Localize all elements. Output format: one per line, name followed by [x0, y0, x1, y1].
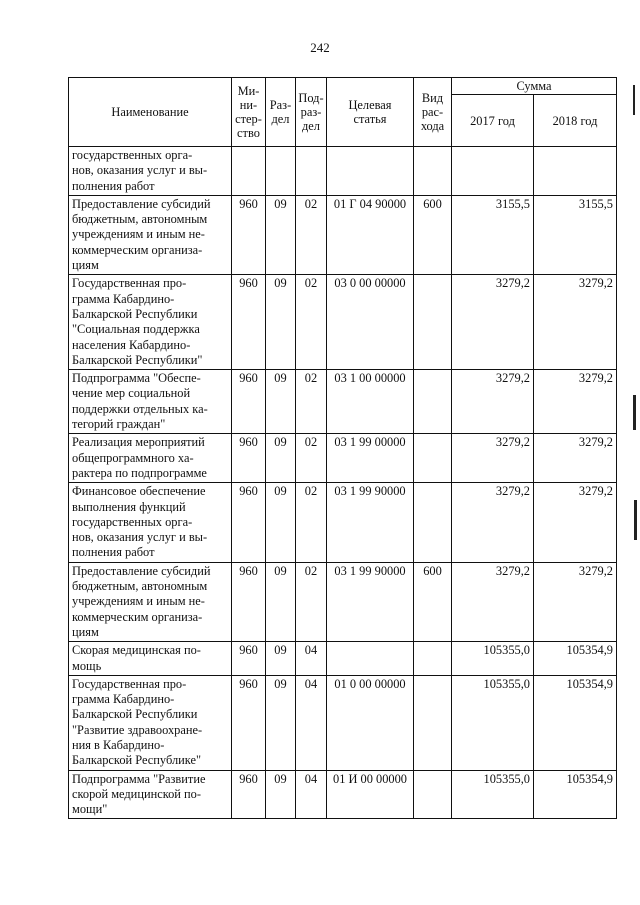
- cell-name: Подпрограмма "Обеспе- чение мер социальной поддержки отдельных ка- тегорий граждан": [69, 370, 232, 434]
- cell-section: 09: [266, 642, 296, 676]
- cell-sum-2017: 3279,2: [452, 370, 534, 434]
- table-row: [69, 675, 617, 770]
- table-row: [69, 642, 617, 676]
- page-number: 242: [310, 40, 330, 55]
- cell-name: Государственная про- грамма Кабардино- Балкарской Республики "Социальная поддержка населения Кабардино- Балкарской Республики": [69, 275, 232, 370]
- cell-sum-2018: 105354,9: [534, 770, 617, 819]
- cell-section: 09: [266, 370, 296, 434]
- cell-expense-type: [414, 434, 452, 483]
- cell-ministry: 960: [232, 562, 266, 641]
- cell-ministry: 960: [232, 434, 266, 483]
- cell-section: 09: [266, 770, 296, 819]
- cell-expense-type: [414, 675, 452, 770]
- table-row: [69, 370, 617, 434]
- cell-target: [327, 642, 414, 676]
- table-row: [69, 147, 617, 196]
- cell-section: 09: [266, 195, 296, 274]
- cell-section: 09: [266, 275, 296, 370]
- cell-expense-type: [414, 483, 452, 562]
- cell-sum-2018: 3279,2: [534, 434, 617, 483]
- cell-name: Подпрограмма "Развитие скорой медицинской по- мощи": [69, 770, 232, 819]
- budget-table: [68, 77, 617, 819]
- cell-target: 03 1 99 90000: [327, 562, 414, 641]
- header-year-2017: 2017 год: [452, 95, 534, 147]
- cell-subsection: 02: [296, 483, 327, 562]
- cell-expense-type: [414, 370, 452, 434]
- cell-sum-2017: 3155,5: [452, 195, 534, 274]
- cell-subsection: 04: [296, 675, 327, 770]
- cell-sum-2018: 3279,2: [534, 562, 617, 641]
- cell-subsection: 04: [296, 642, 327, 676]
- cell-name: Предоставление субсидий бюджетным, автономным учреждениям и иным не- коммерческим организа- циям: [69, 562, 232, 641]
- header-target: Целевая статья: [327, 78, 414, 147]
- header-name: Наименование: [69, 78, 232, 147]
- cell-ministry: 960: [232, 770, 266, 819]
- cell-expense-type: [414, 147, 452, 196]
- cell-section: 09: [266, 483, 296, 562]
- cell-target: 03 1 99 00000: [327, 434, 414, 483]
- table-row: [69, 195, 617, 274]
- table-body: [69, 147, 617, 819]
- cell-expense-type: [414, 642, 452, 676]
- cell-name: Государственная про- грамма Кабардино- Балкарской Республики "Развитие здравоохране- ния в Кабардино- Балкарской Республике": [69, 675, 232, 770]
- scan-mark: [633, 395, 636, 430]
- cell-target: 01 0 00 00000: [327, 675, 414, 770]
- cell-ministry: 960: [232, 483, 266, 562]
- cell-subsection: 02: [296, 562, 327, 641]
- cell-sum-2017: 3279,2: [452, 562, 534, 641]
- cell-section: [266, 147, 296, 196]
- cell-ministry: 960: [232, 642, 266, 676]
- header-sum: Сумма: [452, 78, 617, 95]
- cell-expense-type: [414, 275, 452, 370]
- table-row: [69, 562, 617, 641]
- table-row: [69, 483, 617, 562]
- cell-sum-2018: [534, 147, 617, 196]
- cell-subsection: 02: [296, 275, 327, 370]
- cell-target: 03 1 00 00000: [327, 370, 414, 434]
- cell-sum-2018: 3279,2: [534, 483, 617, 562]
- cell-sum-2018: 105354,9: [534, 675, 617, 770]
- scan-mark: [634, 500, 637, 540]
- header-ministry: Ми- ни- стер- ство: [232, 78, 266, 147]
- cell-subsection: [296, 147, 327, 196]
- cell-sum-2018: 3279,2: [534, 370, 617, 434]
- cell-sum-2017: 105355,0: [452, 770, 534, 819]
- cell-ministry: 960: [232, 195, 266, 274]
- cell-name: государственных орга- нов, оказания услуг и вы- полнения работ: [69, 147, 232, 196]
- cell-sum-2017: 3279,2: [452, 434, 534, 483]
- cell-subsection: 02: [296, 370, 327, 434]
- cell-subsection: 04: [296, 770, 327, 819]
- header-expense-type: Вид рас- хода: [414, 78, 452, 147]
- cell-sum-2017: 105355,0: [452, 642, 534, 676]
- table-row: [69, 770, 617, 819]
- cell-target: 01 Г 04 90000: [327, 195, 414, 274]
- cell-expense-type: 600: [414, 562, 452, 641]
- table-row: [69, 275, 617, 370]
- cell-sum-2017: 3279,2: [452, 275, 534, 370]
- cell-section: 09: [266, 562, 296, 641]
- header-year-2018: 2018 год: [534, 95, 617, 147]
- cell-expense-type: [414, 770, 452, 819]
- cell-name: Реализация мероприятий общепрограммного ха- рактера по подпрограмме: [69, 434, 232, 483]
- cell-name: Скорая медицинская по- мощь: [69, 642, 232, 676]
- cell-ministry: 960: [232, 275, 266, 370]
- cell-section: 09: [266, 675, 296, 770]
- cell-sum-2017: [452, 147, 534, 196]
- cell-subsection: 02: [296, 434, 327, 483]
- cell-expense-type: 600: [414, 195, 452, 274]
- table-row: [69, 434, 617, 483]
- cell-sum-2017: 105355,0: [452, 675, 534, 770]
- cell-name: Финансовое обеспечение выполнения функций государственных орга- нов, оказания услуг и вы- полнения работ: [69, 483, 232, 562]
- cell-target: [327, 147, 414, 196]
- cell-ministry: 960: [232, 370, 266, 434]
- cell-section: 09: [266, 434, 296, 483]
- cell-target: 03 0 00 00000: [327, 275, 414, 370]
- scan-mark: [633, 85, 635, 115]
- cell-sum-2017: 3279,2: [452, 483, 534, 562]
- cell-sum-2018: 105354,9: [534, 642, 617, 676]
- cell-ministry: [232, 147, 266, 196]
- cell-sum-2018: 3155,5: [534, 195, 617, 274]
- header-section: Раз- дел: [266, 78, 296, 147]
- cell-target: 03 1 99 90000: [327, 483, 414, 562]
- cell-sum-2018: 3279,2: [534, 275, 617, 370]
- cell-name: Предоставление субсидий бюджетным, автономным учреждениям и иным не- коммерческим организа- циям: [69, 195, 232, 274]
- cell-ministry: 960: [232, 675, 266, 770]
- cell-target: 01 И 00 00000: [327, 770, 414, 819]
- cell-subsection: 02: [296, 195, 327, 274]
- header-subsection: Под- раз- дел: [296, 78, 327, 147]
